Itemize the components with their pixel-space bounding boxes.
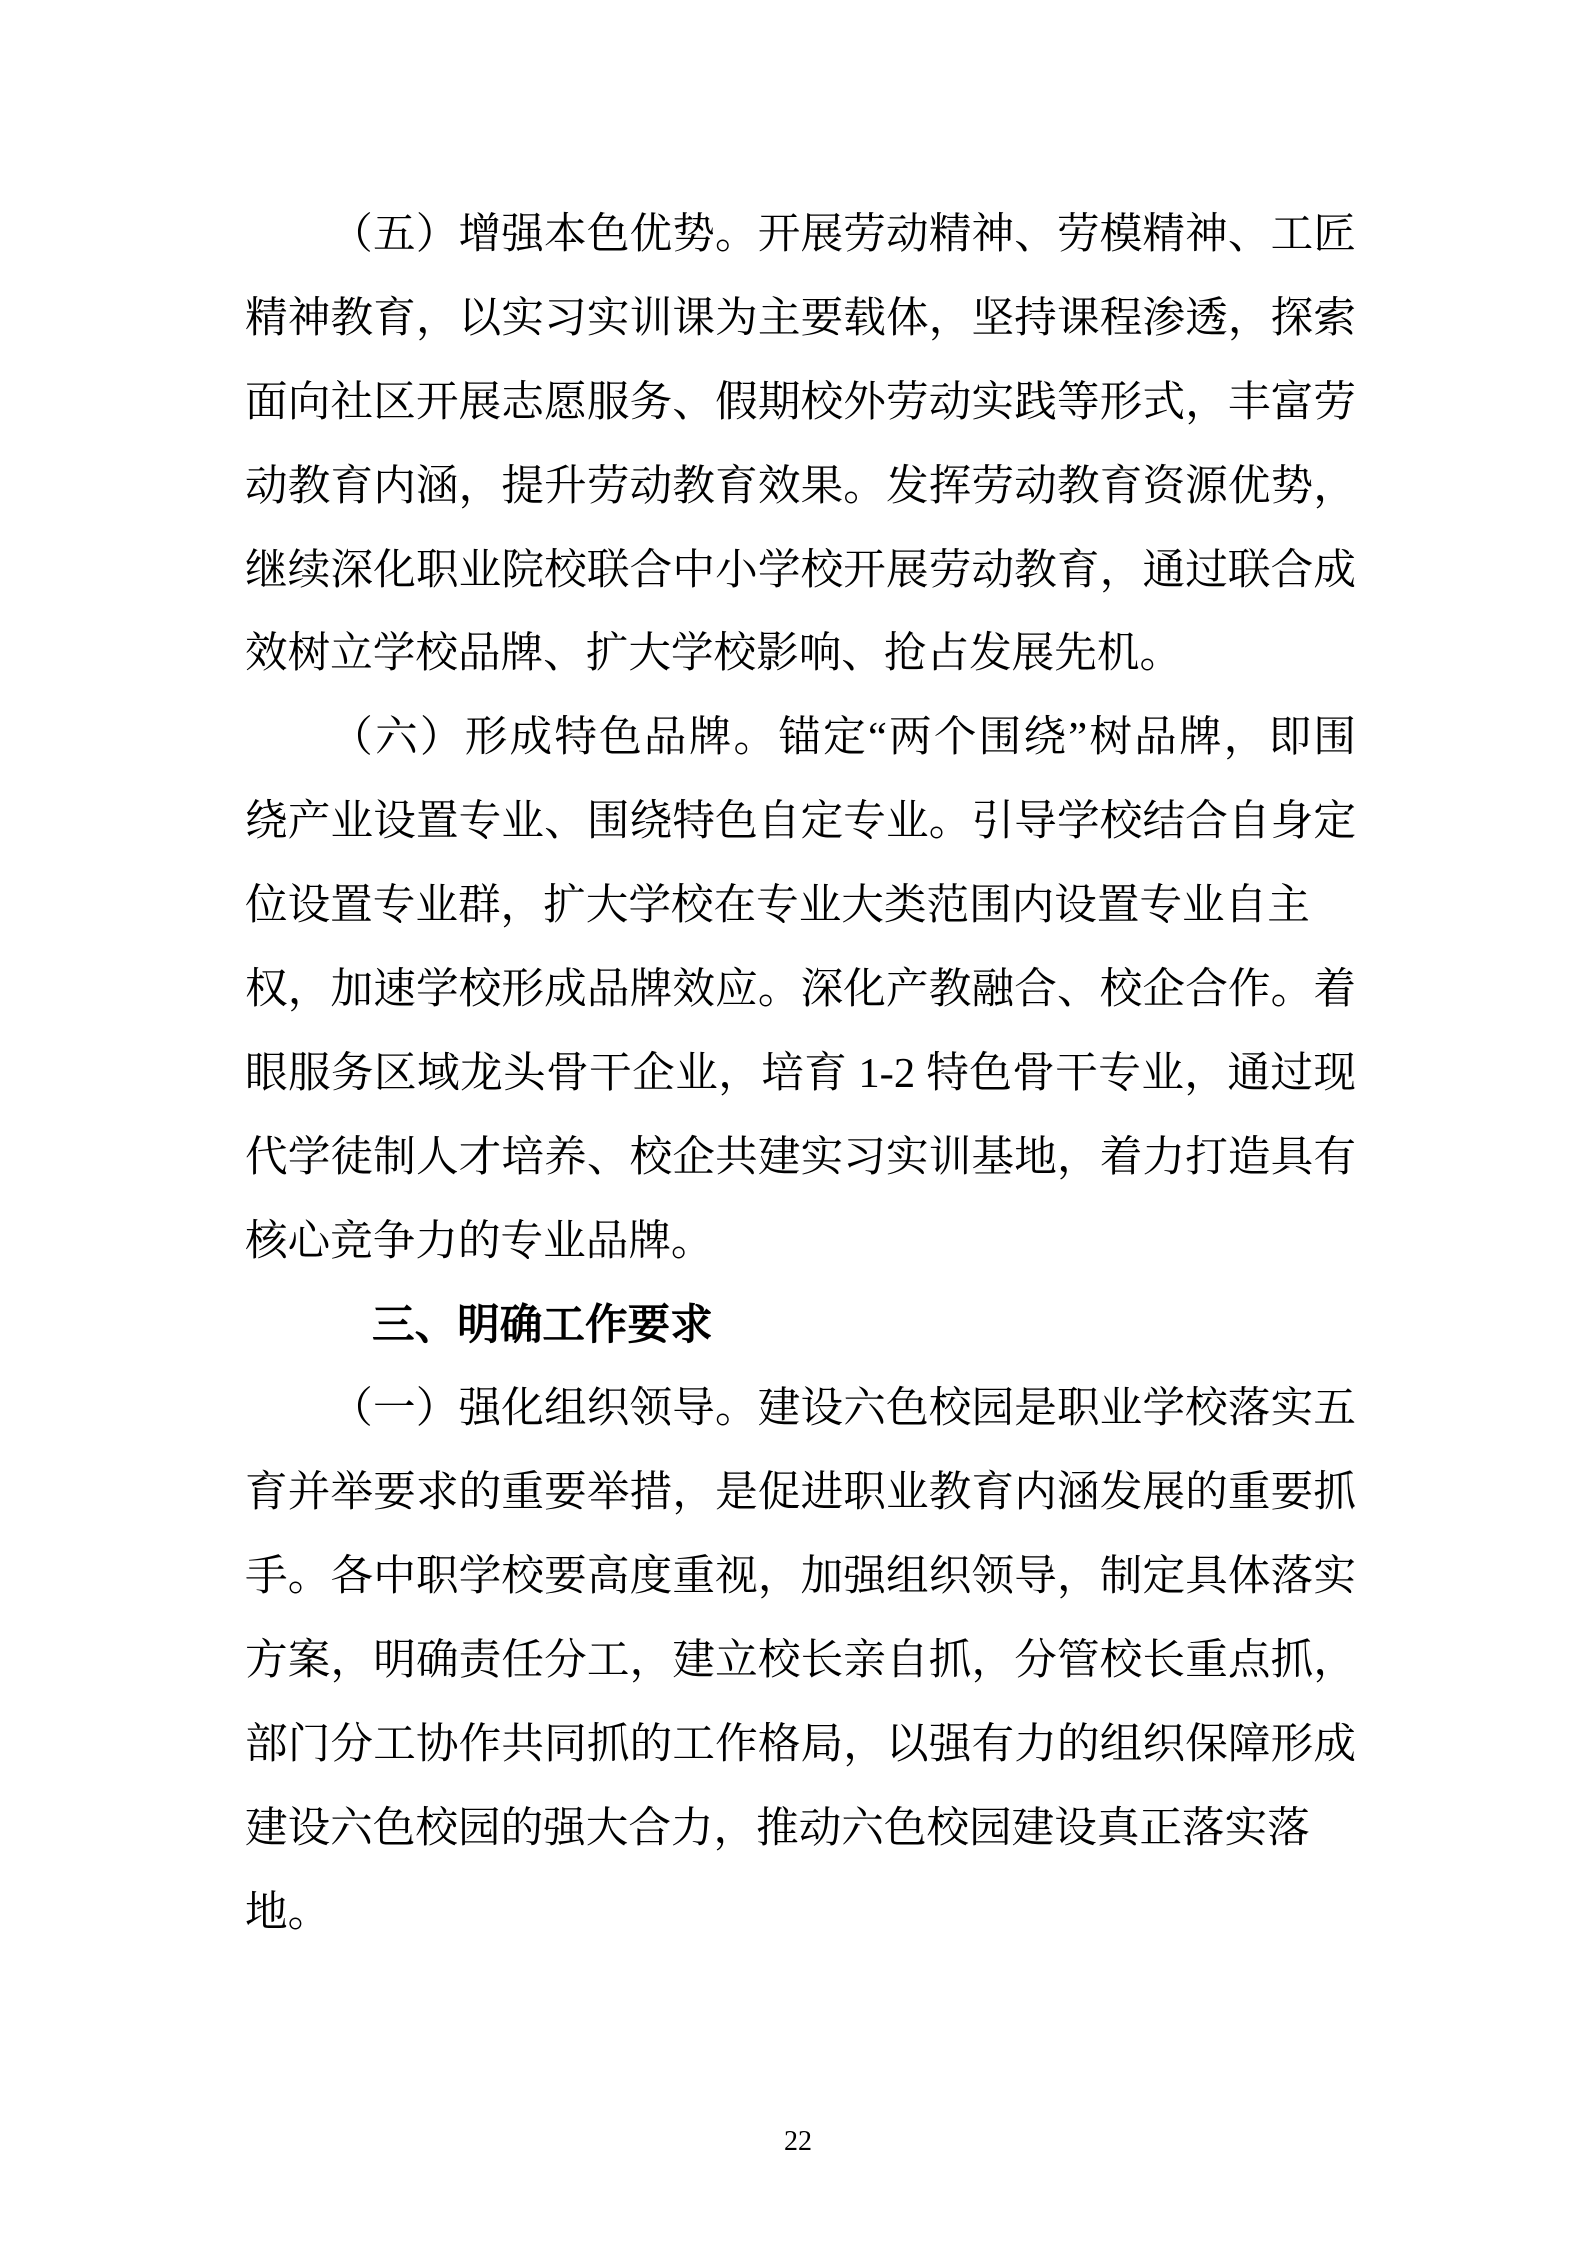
section-heading: 三、明确工作要求 bbox=[372, 1300, 713, 1349]
paragraph-line: 权，加速学校形成品牌效应。深化产教融合、校企合作。着 bbox=[245, 966, 1356, 1014]
paragraph-line: 效树立学校品牌、扩大学校影响、抢占发展先机。 bbox=[245, 630, 1183, 678]
paragraph-line: 核心竞争力的专业品牌。 bbox=[245, 1217, 714, 1265]
paragraph-line: （一）强化组织领导。建设六色校园是职业学校落实五 bbox=[330, 1385, 1356, 1433]
paragraph-line: 继续深化职业院校联合中小学校开展劳动教育，通过联合成 bbox=[245, 546, 1356, 594]
paragraph-line: 地。 bbox=[245, 1888, 331, 1936]
paragraph-line: 动教育内涵，提升劳动教育效果。发挥劳动教育资源优势， bbox=[245, 462, 1356, 510]
paragraph-line: 绕产业设置专业、围绕特色自定专业。引导学校结合自身定 bbox=[245, 798, 1356, 846]
paragraph-line: 眼服务区域龙头骨干企业，培育 1-2 特色骨干专业，通过现 bbox=[245, 1049, 1356, 1097]
page-number: 22 bbox=[784, 2126, 812, 2157]
paragraph-line: 位设置专业群，扩大学校在专业大类范围内设置专业自主 bbox=[245, 882, 1310, 930]
paragraph-line: 部门分工协作共同抓的工作格局，以强有力的组织保障形成 bbox=[245, 1721, 1356, 1769]
paragraph-five bbox=[245, 193, 1356, 696]
body-text bbox=[245, 193, 1356, 1955]
paragraph-six bbox=[245, 696, 1356, 1283]
paragraph-one bbox=[245, 1367, 1356, 1954]
paragraph-line: （六）形成特色品牌。锚定“两个围绕”树品牌，即围 bbox=[330, 714, 1356, 762]
paragraph-line: 代学徒制人才培养、校企共建实习实训基地，着力打造具有 bbox=[245, 1133, 1356, 1181]
paragraph-line: 精神教育，以实习实训课为主要载体，坚持课程渗透，探索 bbox=[245, 294, 1356, 342]
paragraph-line: 方案，明确责任分工，建立校长亲自抓，分管校长重点抓， bbox=[245, 1637, 1356, 1685]
paragraph-line: （五）增强本色优势。开展劳动精神、劳模精神、工匠 bbox=[330, 211, 1356, 258]
paragraph-line: 建设六色校园的强大合力，推动六色校园建设真正落实落 bbox=[245, 1804, 1310, 1852]
paragraph-line: 手。各中职学校要高度重视，加强组织领导，制定具体落实 bbox=[245, 1553, 1356, 1601]
paragraph-line: 育并举要求的重要举措，是促进职业教育内涵发展的重要抓 bbox=[245, 1469, 1356, 1517]
paragraph-line: 面向社区开展志愿服务、假期校外劳动实践等形式，丰富劳 bbox=[245, 378, 1356, 426]
